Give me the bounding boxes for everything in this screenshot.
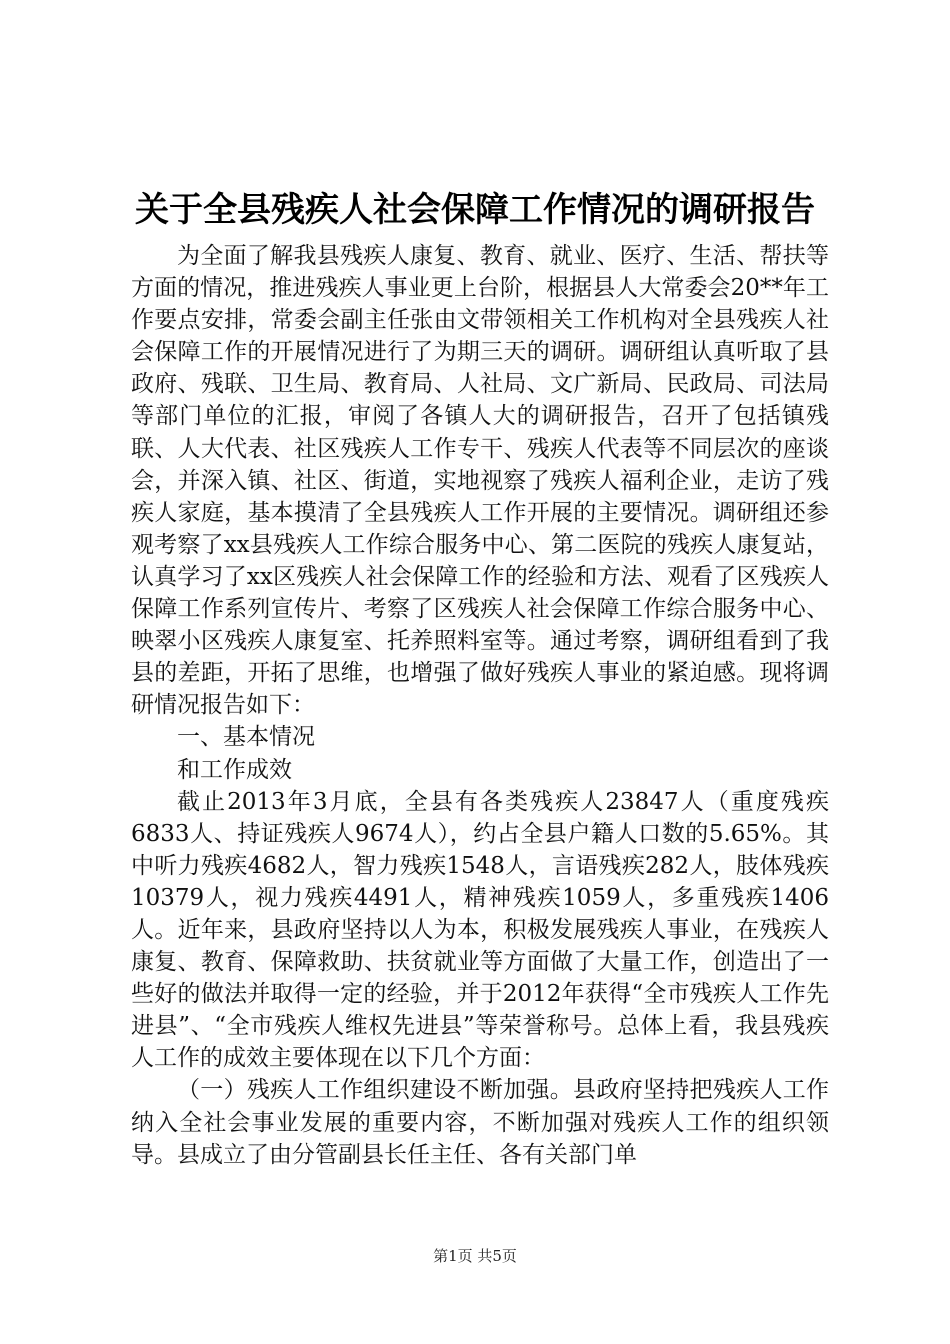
paragraph-intro: 为全面了解我县残疾人康复、教育、就业、医疗、生活、帮扶等方面的情况，推进残疾人事业更上台阶，根据县人大常委会20**年工作要点安排，常委会副主任张由文带领相关工作机构对全县残疾人社会保障工作的开展情况进行了为期三天的调研。调研组认真听取了县政府、残联、卫生局、教育局、人社局、文广新局、民政局、司法局等部门单位的汇报，审阅了各镇人大的调研报告，召开了包括镇残联、人大代表、社区残疾人工作专干、残疾人代表等不同层次的座谈会，并深入镇、社区、街道，实地视察了残疾人福利企业，走访了残疾人家庭，基本摸清了全县残疾人工作开展的主要情况。调研组还参观考察了xx县残疾人工作综合服务中心、第二医院的残疾人康复站，认真学习了xx区残疾人社会保障工作的经验和方法、观看了区残疾人保障工作系列宣传片、考察了区残疾人社会保障工作综合服务中心、映翠小区残疾人康复室、托养照料室等。通过考察，调研组看到了我县的差距，开拓了思维，也增强了做好残疾人事业的紧迫感。现将调研情况报告如下： (131, 243, 829, 719)
paragraph-statistics: 截止2013年3月底，全县有各类残疾人23847人（重度残疾6833人、持证残疾人9674人），约占全县户籍人口数的5.65%。其中听力残疾4682人，智力残疾1548人，言语残疾282人，肢体残疾10379人，视力残疾4491人，精神残疾1059人，多重残疾1406人。近年来，县政府坚持以人为本，积极发展残疾人事业，在残疾人康复、教育、保障救助、扶贫就业等方面做了大量工作，创造出了一些好的做法并取得一定的经验，并于2012年获得“全市残疾人工作先进县”、“全市残疾人维权先进县”等荣誉称号。总体上看，我县残疾人工作的成效主要体现在以下几个方面： (131, 788, 829, 1072)
document-body (131, 240, 829, 1171)
section-heading-continued: 和工作成效 (177, 756, 292, 783)
page-number-footer: 第1页 共5页 (433, 1247, 517, 1265)
paragraph-subsection-one: （一）残疾人工作组织建设不断加强。县政府坚持把残疾人工作纳入全社会事业发展的重要内容，不断加强对残疾人工作的组织领导。县成立了由分管副县长任主任、各有关部门单 (131, 1077, 829, 1168)
section-heading: 一、基本情况 (177, 724, 315, 751)
document-title: 关于全县残疾人社会保障工作情况的调研报告 (135, 190, 815, 230)
